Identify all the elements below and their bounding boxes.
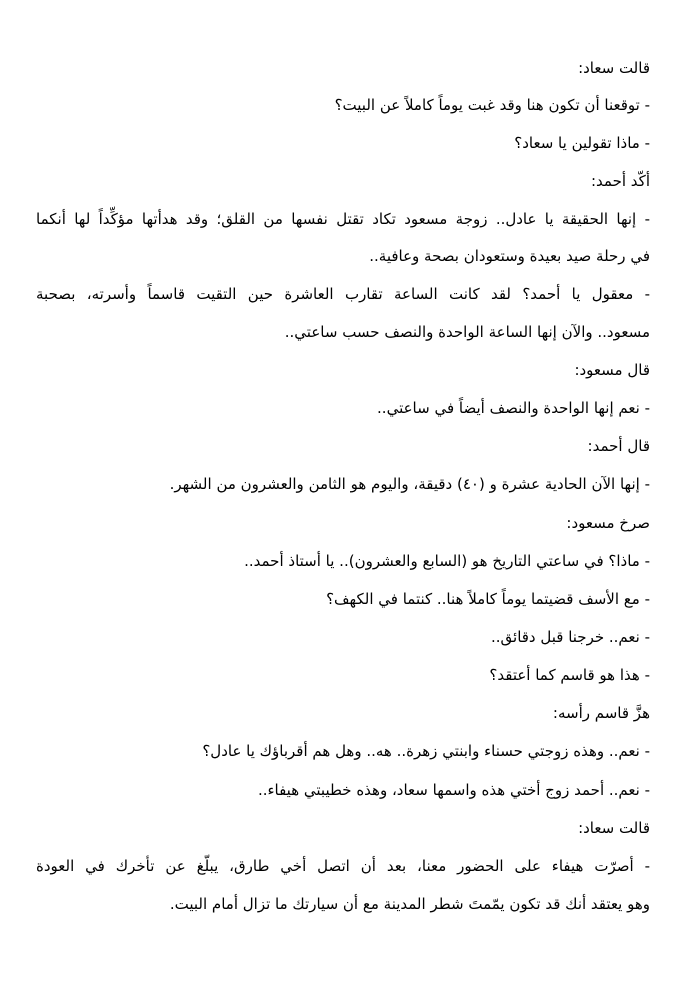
speaker-line: قال مسعود: [574, 361, 650, 379]
dialogue-continuation: مسعود.. والآن إنها الساعة الواحدة والنصف حسب ساعتي.. [284, 323, 650, 341]
dialogue-line: - ماذا؟ في ساعتي التاريخ هو (السابع والعشرون).. يا أستاذ أحمد.. [244, 552, 650, 570]
dialogue-continuation: في رحلة صيد بعيدة وستعودان بصحة وعافية.. [369, 247, 650, 265]
dialogue-continuation: وهو يعتقد أنك قد تكون يمّمتَ شطر المدينة مع أن سيارتك ما تزال أمام البيت. [169, 895, 650, 913]
dialogue-line: - نعم.. وهذه زوجتي حسناء وابنتي زهرة.. هه.. وهل هم أقرباؤك يا عادل؟ [202, 742, 650, 760]
speaker-line: قالت سعاد: [578, 59, 650, 77]
dialogue-line: - نعم.. خرجنا قبل دقائق.. [490, 628, 650, 646]
dialogue-line: - نعم.. أحمد زوج أختي هذه واسمها سعاد، وهذه خطيبتي هيفاء.. [257, 781, 650, 799]
dialogue-line: - نعم إنها الواحدة والنصف أيضاً في ساعتي.. [377, 399, 650, 417]
dialogue-line: - إنها الآن الحادية عشرة و (٤٠) دقيقة، واليوم هو الثامن والعشرون من الشهر. [169, 475, 650, 493]
dialogue-line: - مع الأسف قضيتما يوماً كاملاً هنا.. كنتما في الكهف؟ [326, 590, 650, 608]
speaker-line: صرخ مسعود: [566, 514, 650, 532]
speaker-line: أكّد أحمد: [591, 172, 650, 190]
dialogue-line: - معقول يا أحمد؟ لقد كانت الساعة تقارب العاشرة حين التقيت قاسماً وأسرته، بصحبة [36, 285, 650, 303]
speaker-line: قال أحمد: [587, 437, 650, 455]
dialogue-line: - إنها الحقيقة يا عادل.. زوجة مسعود تكاد تقتل نفسها من القلق؛ وقد هدأتها مؤكِّداً لها أنكما [36, 210, 650, 228]
speaker-line: قالت سعاد: [578, 819, 650, 837]
dialogue-line: - هذا هو قاسم كما أعتقد؟ [489, 666, 650, 684]
document-page [36, 0, 650, 1000]
speaker-line: هزَّ قاسم رأسه: [552, 704, 650, 722]
dialogue-line: - توقعنا أن تكون هنا وقد غبت يوماً كاملاً عن البيت؟ [334, 96, 650, 114]
dialogue-line: - ماذا تقولين يا سعاد؟ [514, 134, 650, 152]
dialogue-line: - أصرّت هيفاء على الحضور معنا، بعد أن اتصل أخي طارق، يبلّغ عن تأخرك في العودة [36, 857, 650, 875]
